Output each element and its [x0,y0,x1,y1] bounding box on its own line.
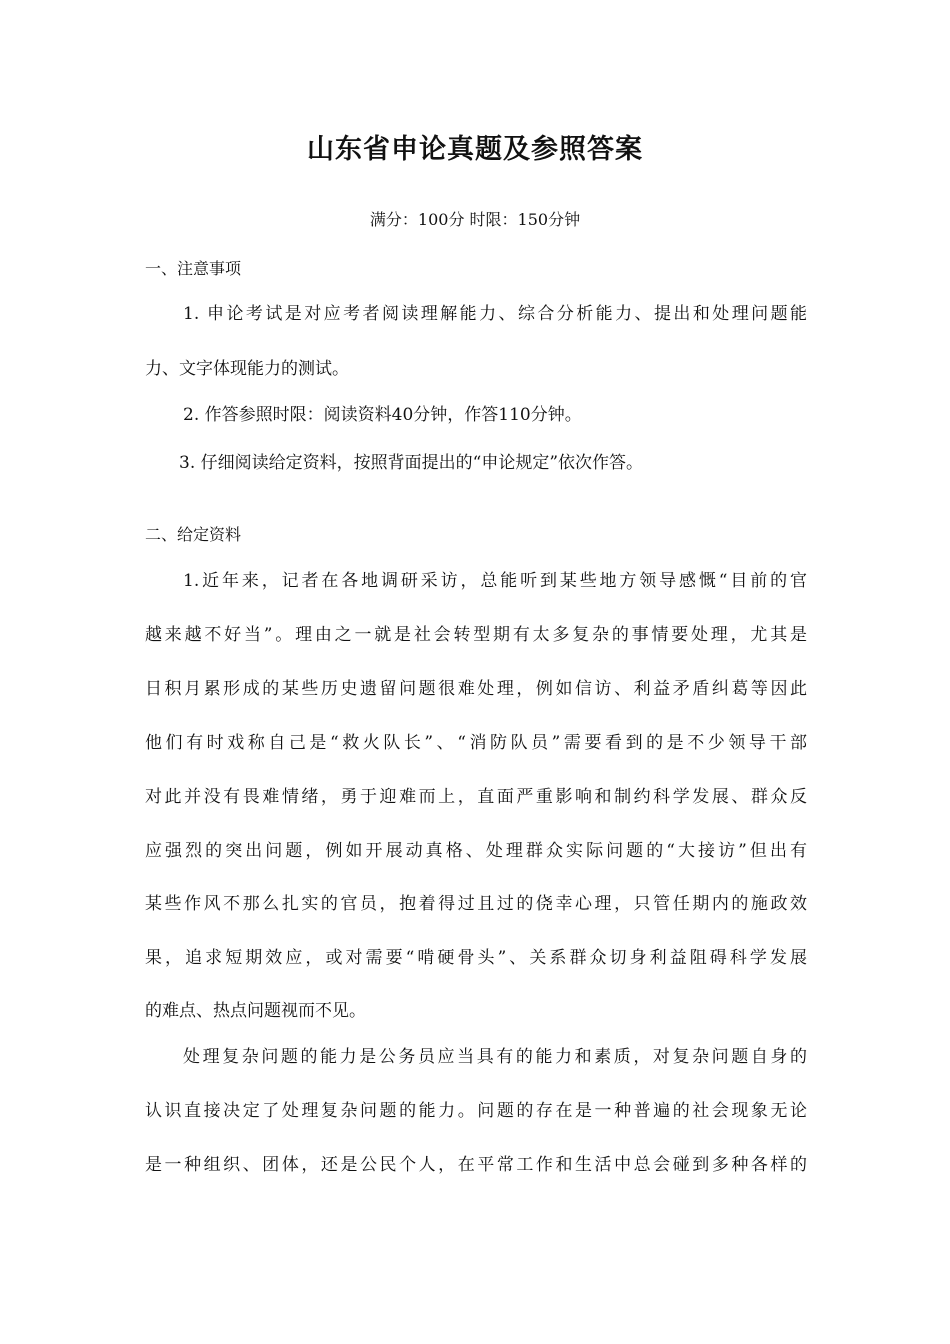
material-paragraph-line: 认识直接决定了处理复杂问题的能力。问题的存在是一种普遍的社会现象无论 [145,1101,807,1121]
exam-info: 满分：100分 时限：150分钟 [369,210,581,229]
material-paragraph-line: 某些作风不那么扎实的官员，抱着得过且过的侥幸心理，只管任期内的施政效 [145,894,807,914]
material-paragraph-line: 的难点、热点问题视而不见。 [145,1001,366,1021]
notice-item-3: 3. 仔细阅读给定资料，按照背面提出的“申论规定”依次作答。 [179,453,644,473]
material-paragraph-line: 处理复杂问题的能力是公务员应当具有的能力和素质，对复杂问题自身的 [183,1047,807,1067]
material-paragraph-line: 他们有时戏称自己是“救火队长”、“消防队员”需要看到的是不少领导干部 [145,733,807,753]
notice-item-2: 2. 作答参照时限：阅读资料40分钟，作答110分钟。 [183,405,582,425]
material-paragraph-line: 1.近年来，记者在各地调研采访，总能听到某些地方领导感慨“目前的官 [183,571,807,591]
section-heading-materials: 二、给定资料 [145,525,242,544]
material-paragraph-line: 对此并没有畏难情绪，勇于迎难而上，直面严重影响和制约科学发展、群众反 [145,787,807,807]
notice-item-1-continued: 力、文字体现能力的测试。 [145,359,349,379]
material-paragraph-line: 果，追求短期效应，或对需要“啃硬骨头”、关系群众切身利益阻碍科学发展 [145,948,807,968]
section-heading-notice: 一、注意事项 [145,259,242,278]
document-title: 山东省申论真题及参照答案 [307,134,643,165]
material-paragraph-line: 越来越不好当”。理由之一就是社会转型期有太多复杂的事情要处理，尤其是 [145,625,807,645]
material-paragraph-line: 是一种组织、团体，还是公民个人，在平常工作和生活中总会碰到多种各样的 [145,1155,807,1175]
material-paragraph-line: 日积月累形成的某些历史遗留问题很难处理，例如信访、利益矛盾纠葛等因此 [145,679,807,699]
notice-item-1: 1. 申论考试是对应考者阅读理解能力、综合分析能力、提出和处理问题能 [183,304,807,324]
material-paragraph-line: 应强烈的突出问题，例如开展动真格、处理群众实际问题的“大接访”但出有 [145,841,807,861]
